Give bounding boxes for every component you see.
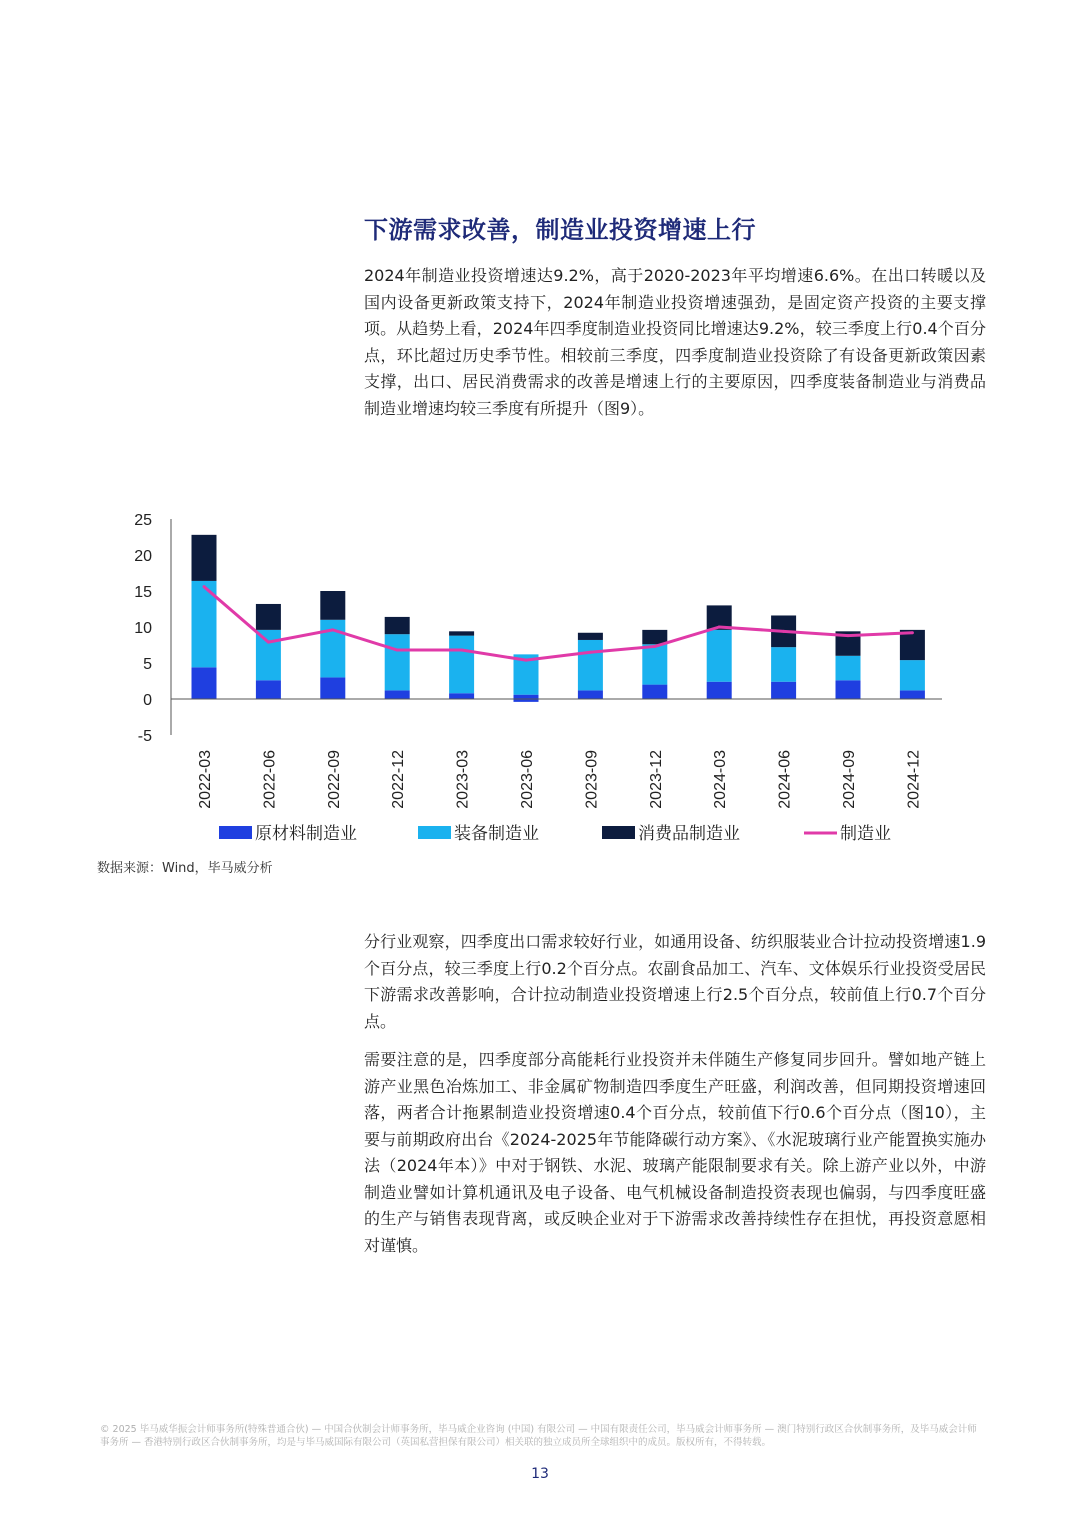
line-point	[331, 628, 334, 631]
bar-segment-consumer-goods	[320, 591, 345, 620]
legend-label: 装备制造业	[454, 824, 539, 844]
y-tick-label: 25	[134, 512, 152, 529]
legend-swatch	[602, 826, 635, 839]
paragraph-industry: 分行业观察，四季度出口需求较好行业，如通用设备、纺织服装业合计拉动投资增速1.9个百分点，较三季度上行0.2个百分点。农副食品加工、汽车、文体娱乐行业投资受居民下游需求改善影响，合计拉动制造业投资增速上行2.5个百分点，较前值上行0.7个百分点。	[364, 932, 986, 1031]
bar-segment-equipment	[836, 656, 861, 680]
bar-segment-equipment	[707, 630, 732, 682]
x-tick-label: 2022-09	[325, 750, 343, 809]
paragraph-intro: 2024年制造业投资增速达9.2%，高于2020-2023年平均增速6.6%。在出口转暖以及国内设备更新政策支持下，2024年制造业投资增速强劲，是固定资产投资的主要支撑项。从趋势上看，2024年四季度制造业投资同比增速达9.2%，较三季度上行0.4个百分点，环比超过历史季节性。相较前三季度，四季度制造业投资除了有设备更新政策因素支撑，出口、居民消费需求的改善是增速上行的主要原因，四季度装备制造业与消费品制造业增速均较三季度有所提升（图9）。	[364, 266, 986, 418]
bar-segment-consumer-goods	[385, 617, 410, 634]
stacked-bars	[192, 535, 925, 702]
bar-segment-consumer-goods	[642, 630, 667, 644]
y-axis	[134, 512, 171, 745]
line-manufacturing-total	[204, 587, 912, 660]
bar-segment-raw-materials	[771, 682, 796, 699]
x-tick-label: 2024-12	[905, 750, 923, 809]
source-note: 数据来源：Wind，毕马威分析	[97, 861, 273, 876]
bar-segment-raw-materials	[836, 680, 861, 699]
bar-segment-equipment	[256, 630, 281, 680]
x-tick-label: 2024-09	[841, 750, 858, 809]
x-tick-label: 2022-06	[261, 750, 279, 809]
x-tick-label: 2024-03	[712, 750, 730, 809]
bar-segment-consumer-goods	[449, 631, 474, 635]
legend-label: 消费品制造业	[638, 824, 740, 844]
line-point	[396, 649, 399, 652]
line-point	[460, 649, 463, 652]
line-point	[847, 634, 850, 637]
copyright-footer: © 2025 毕马威华振会计师事务所(特殊普通合伙) — 中国合伙制会计师事务所，毕马威企业咨询 (中国) 有限公司 — 中国有限责任公司，毕马威会计师事务所 — 澳门特别行政区合伙制事务所，及毕马威会计师事务所 — 香港特别行政区合伙制事务所，均是与毕马威国际有限公司（英国私营担保有限公司）相关联的独立成员所全球组织中的成员。版权所有，不得转载。	[100, 1424, 977, 1448]
chart-legend	[219, 824, 891, 844]
bar-segment-raw-materials	[707, 682, 732, 699]
bar-segment-consumer-goods	[256, 604, 281, 630]
section-heading: 下游需求改善，制造业投资增速上行	[364, 216, 756, 244]
bar-segment-consumer-goods	[578, 633, 603, 640]
line-point	[911, 631, 914, 634]
bar-segment-raw-materials	[192, 667, 217, 699]
line-point	[653, 645, 656, 648]
legend-label: 原材料制造业	[255, 824, 357, 844]
x-tick-label: 2024-06	[776, 750, 794, 809]
y-tick-label: 15	[134, 584, 152, 601]
x-tick-label: 2023-06	[519, 750, 536, 809]
y-tick-label: 5	[143, 656, 152, 673]
y-tick-label: 20	[134, 548, 152, 565]
bar-segment-raw-materials	[320, 677, 345, 699]
bar-segment-consumer-goods	[192, 535, 217, 581]
bar-segment-raw-materials	[385, 690, 410, 699]
y-tick-label: 0	[143, 692, 152, 709]
line-point	[589, 651, 592, 654]
line-point	[718, 626, 721, 629]
legend-swatch	[219, 826, 252, 839]
x-tick-label: 2023-09	[583, 750, 601, 809]
legend-label: 制造业	[840, 824, 891, 844]
bar-segment-equipment	[642, 644, 667, 684]
x-tick-label: 2022-12	[390, 750, 408, 809]
bar-segment-equipment	[385, 634, 410, 690]
legend-swatch	[418, 826, 451, 839]
total-line-layer	[203, 585, 914, 661]
bar-segment-raw-materials	[900, 690, 925, 699]
line-point	[525, 659, 528, 662]
bar-segment-equipment	[771, 647, 796, 682]
bar-segment-raw-materials	[578, 690, 603, 699]
bar-segment-raw-materials	[642, 685, 667, 699]
x-tick-label: 2023-12	[647, 750, 665, 809]
x-tick-label: 2022-03	[197, 750, 214, 809]
line-point	[203, 585, 206, 588]
line-point	[782, 630, 785, 633]
bar-segment-raw-materials	[256, 680, 281, 699]
y-tick-label: -5	[137, 728, 152, 745]
bar-segment-equipment	[900, 660, 925, 690]
manufacturing-investment-chart	[100, 500, 980, 855]
bar-segment-equipment	[578, 640, 603, 690]
page-number: 13	[531, 1466, 549, 1482]
paragraph-note: 需要注意的是，四季度部分高能耗行业投资并未伴随生产修复同步回升。譬如地产链上游产业黑色冶炼加工、非金属矿物制造四季度生产旺盛，利润改善，但同期投资增速回落，两者合计拖累制造业投资增速0.4个百分点，较前值下行0.6个百分点（图10），主要与前期政府出台《2024-2025年节能降碳行动方案》、《水泥玻璃行业产能置换实施办法（2024年本）》中对于钢铁、水泥、玻璃产能限制要求有关。除上游产业以外，中游制造业譬如计算机通讯及电子设备、电气机械设备制造投资表现也偏弱，与四季度旺盛的生产与销售表现背离，或反映企业对于下游需求改善持续性存在担忧，再投资意愿相对谨慎。	[364, 1050, 986, 1255]
x-axis	[171, 699, 942, 809]
bar-segment-raw-materials	[514, 695, 539, 699]
bar-segment-equipment	[449, 636, 474, 694]
y-tick-label: 10	[134, 620, 152, 637]
bar-segment-raw-materials	[449, 693, 474, 699]
line-point	[267, 641, 270, 644]
x-tick-label: 2023-03	[454, 750, 472, 809]
